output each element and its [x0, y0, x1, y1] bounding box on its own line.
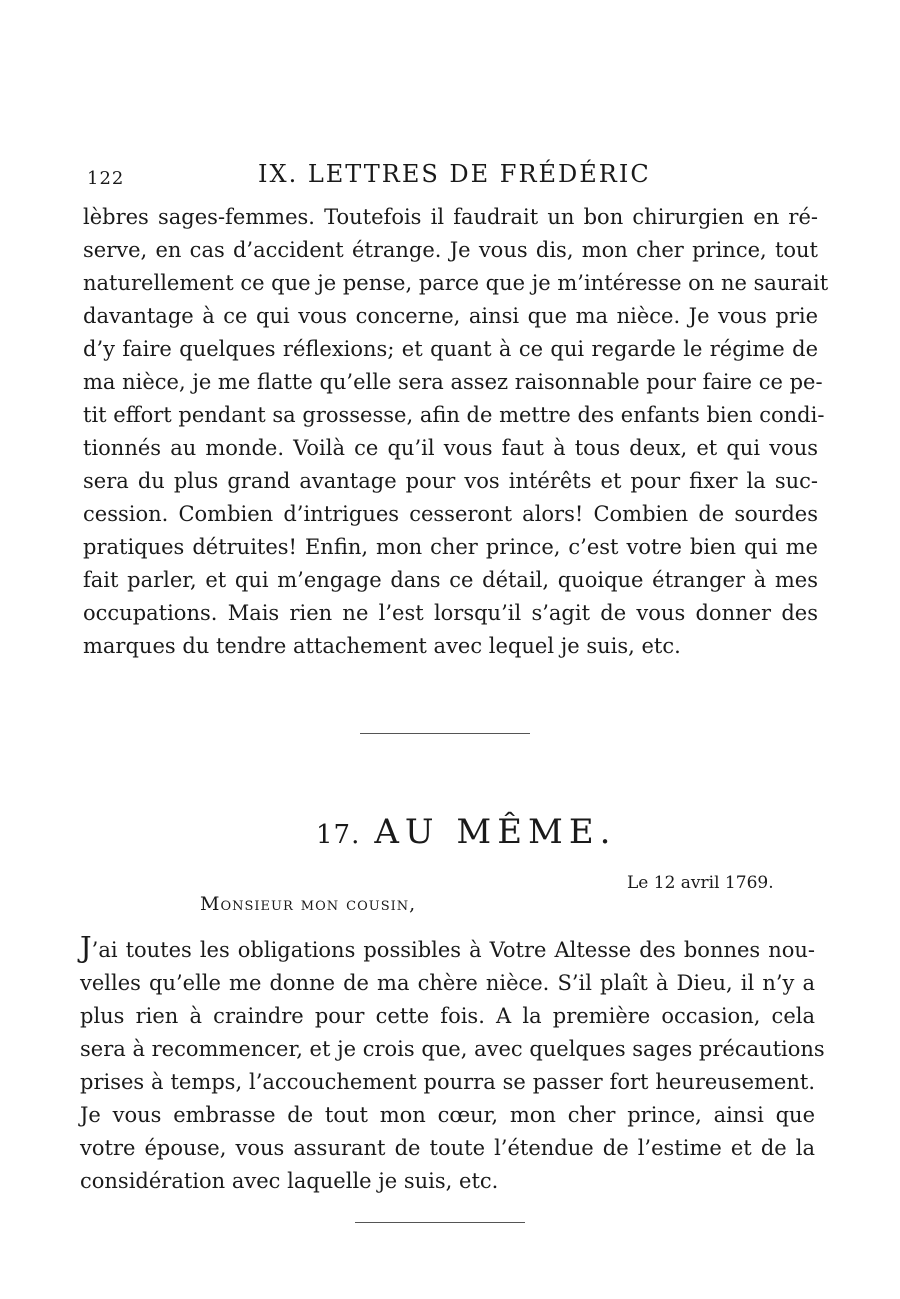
text-line: votre épouse, vous assurant de toute l’étendue de l’estime et de la — [80, 1136, 815, 1160]
text-line: davantage à ce qui vous concerne, ainsi que ma nièce. Je vous prie — [83, 304, 818, 328]
text-line-first — [80, 931, 815, 967]
text-line: d’y faire quelques réflexions; et quant à ce qui regarde le régime de — [83, 337, 818, 361]
letter-number: 17. — [316, 820, 361, 850]
first-line-text: ’ai toutes les obligations possibles à Votre Altesse des bonnes nou- — [91, 938, 815, 962]
text-line: plus rien à craindre pour cette fois. A la première occasion, cela — [80, 1004, 815, 1028]
text-line: tionnés au monde. Voilà ce qu’il vous faut à tous deux, et qui vous — [83, 436, 818, 460]
letter-body — [80, 930, 825, 1198]
section-divider — [355, 1222, 525, 1223]
text-line: tit effort pendant sa grossesse, afin de mettre des enfants bien condi- — [83, 403, 825, 427]
text-line: occupations. Mais rien ne l’est lorsqu’il s’agit de vous donner des — [83, 601, 818, 625]
text-line: ma nièce, je me flatte qu’elle sera assez raisonnable pour faire ce pe- — [83, 370, 823, 394]
letter-heading — [316, 812, 616, 852]
text-line: velles qu’elle me donne de ma chère nièce. S’il plaît à Dieu, il n’y a — [80, 971, 815, 995]
letter-date: Le 12 avril 1769. — [627, 873, 774, 893]
text-line: prises à temps, l’accouchement pourra se passer fort heureusement. — [80, 1070, 815, 1094]
salutation: Monsieur mon cousin, — [200, 893, 417, 915]
text-line: sera à recommencer, et je crois que, avec quelques sages précautions — [80, 1037, 825, 1061]
text-line: pratiques détruites! Enfin, mon cher prince, c’est votre bien qui me — [83, 535, 818, 559]
text-line: lèbres sages-femmes. Toutefois il faudrait un bon chirurgien en ré- — [83, 205, 818, 229]
letter-title: AU MÊME. — [374, 812, 617, 852]
text-line: naturellement ce que je pense, parce que je m’intéresse on ne saurait — [83, 271, 829, 295]
page-number: 122 — [87, 168, 125, 189]
text-line: fait parler, et qui m’engage dans ce détail, quoique étranger à mes — [83, 568, 818, 592]
text-line: serve, en cas d’accident étrange. Je vous dis, mon cher prince, tout — [83, 238, 818, 262]
text-line: considération avec laquelle je suis, etc. — [80, 1169, 499, 1193]
continuation-text — [83, 201, 829, 663]
section-divider — [360, 733, 530, 734]
text-line: sera du plus grand avantage pour vos intérêts et pour fixer la suc- — [83, 469, 818, 493]
drop-cap: J — [80, 930, 92, 964]
text-line: Je vous embrasse de tout mon cœur, mon cher prince, ainsi que — [80, 1103, 815, 1127]
text-line: cession. Combien d’intrigues cesseront alors! Combien de sourdes — [83, 502, 818, 526]
text-line: marques du tendre attachement avec lequel je suis, etc. — [83, 634, 681, 658]
running-head: IX. LETTRES DE FRÉDÉRIC — [258, 160, 651, 188]
